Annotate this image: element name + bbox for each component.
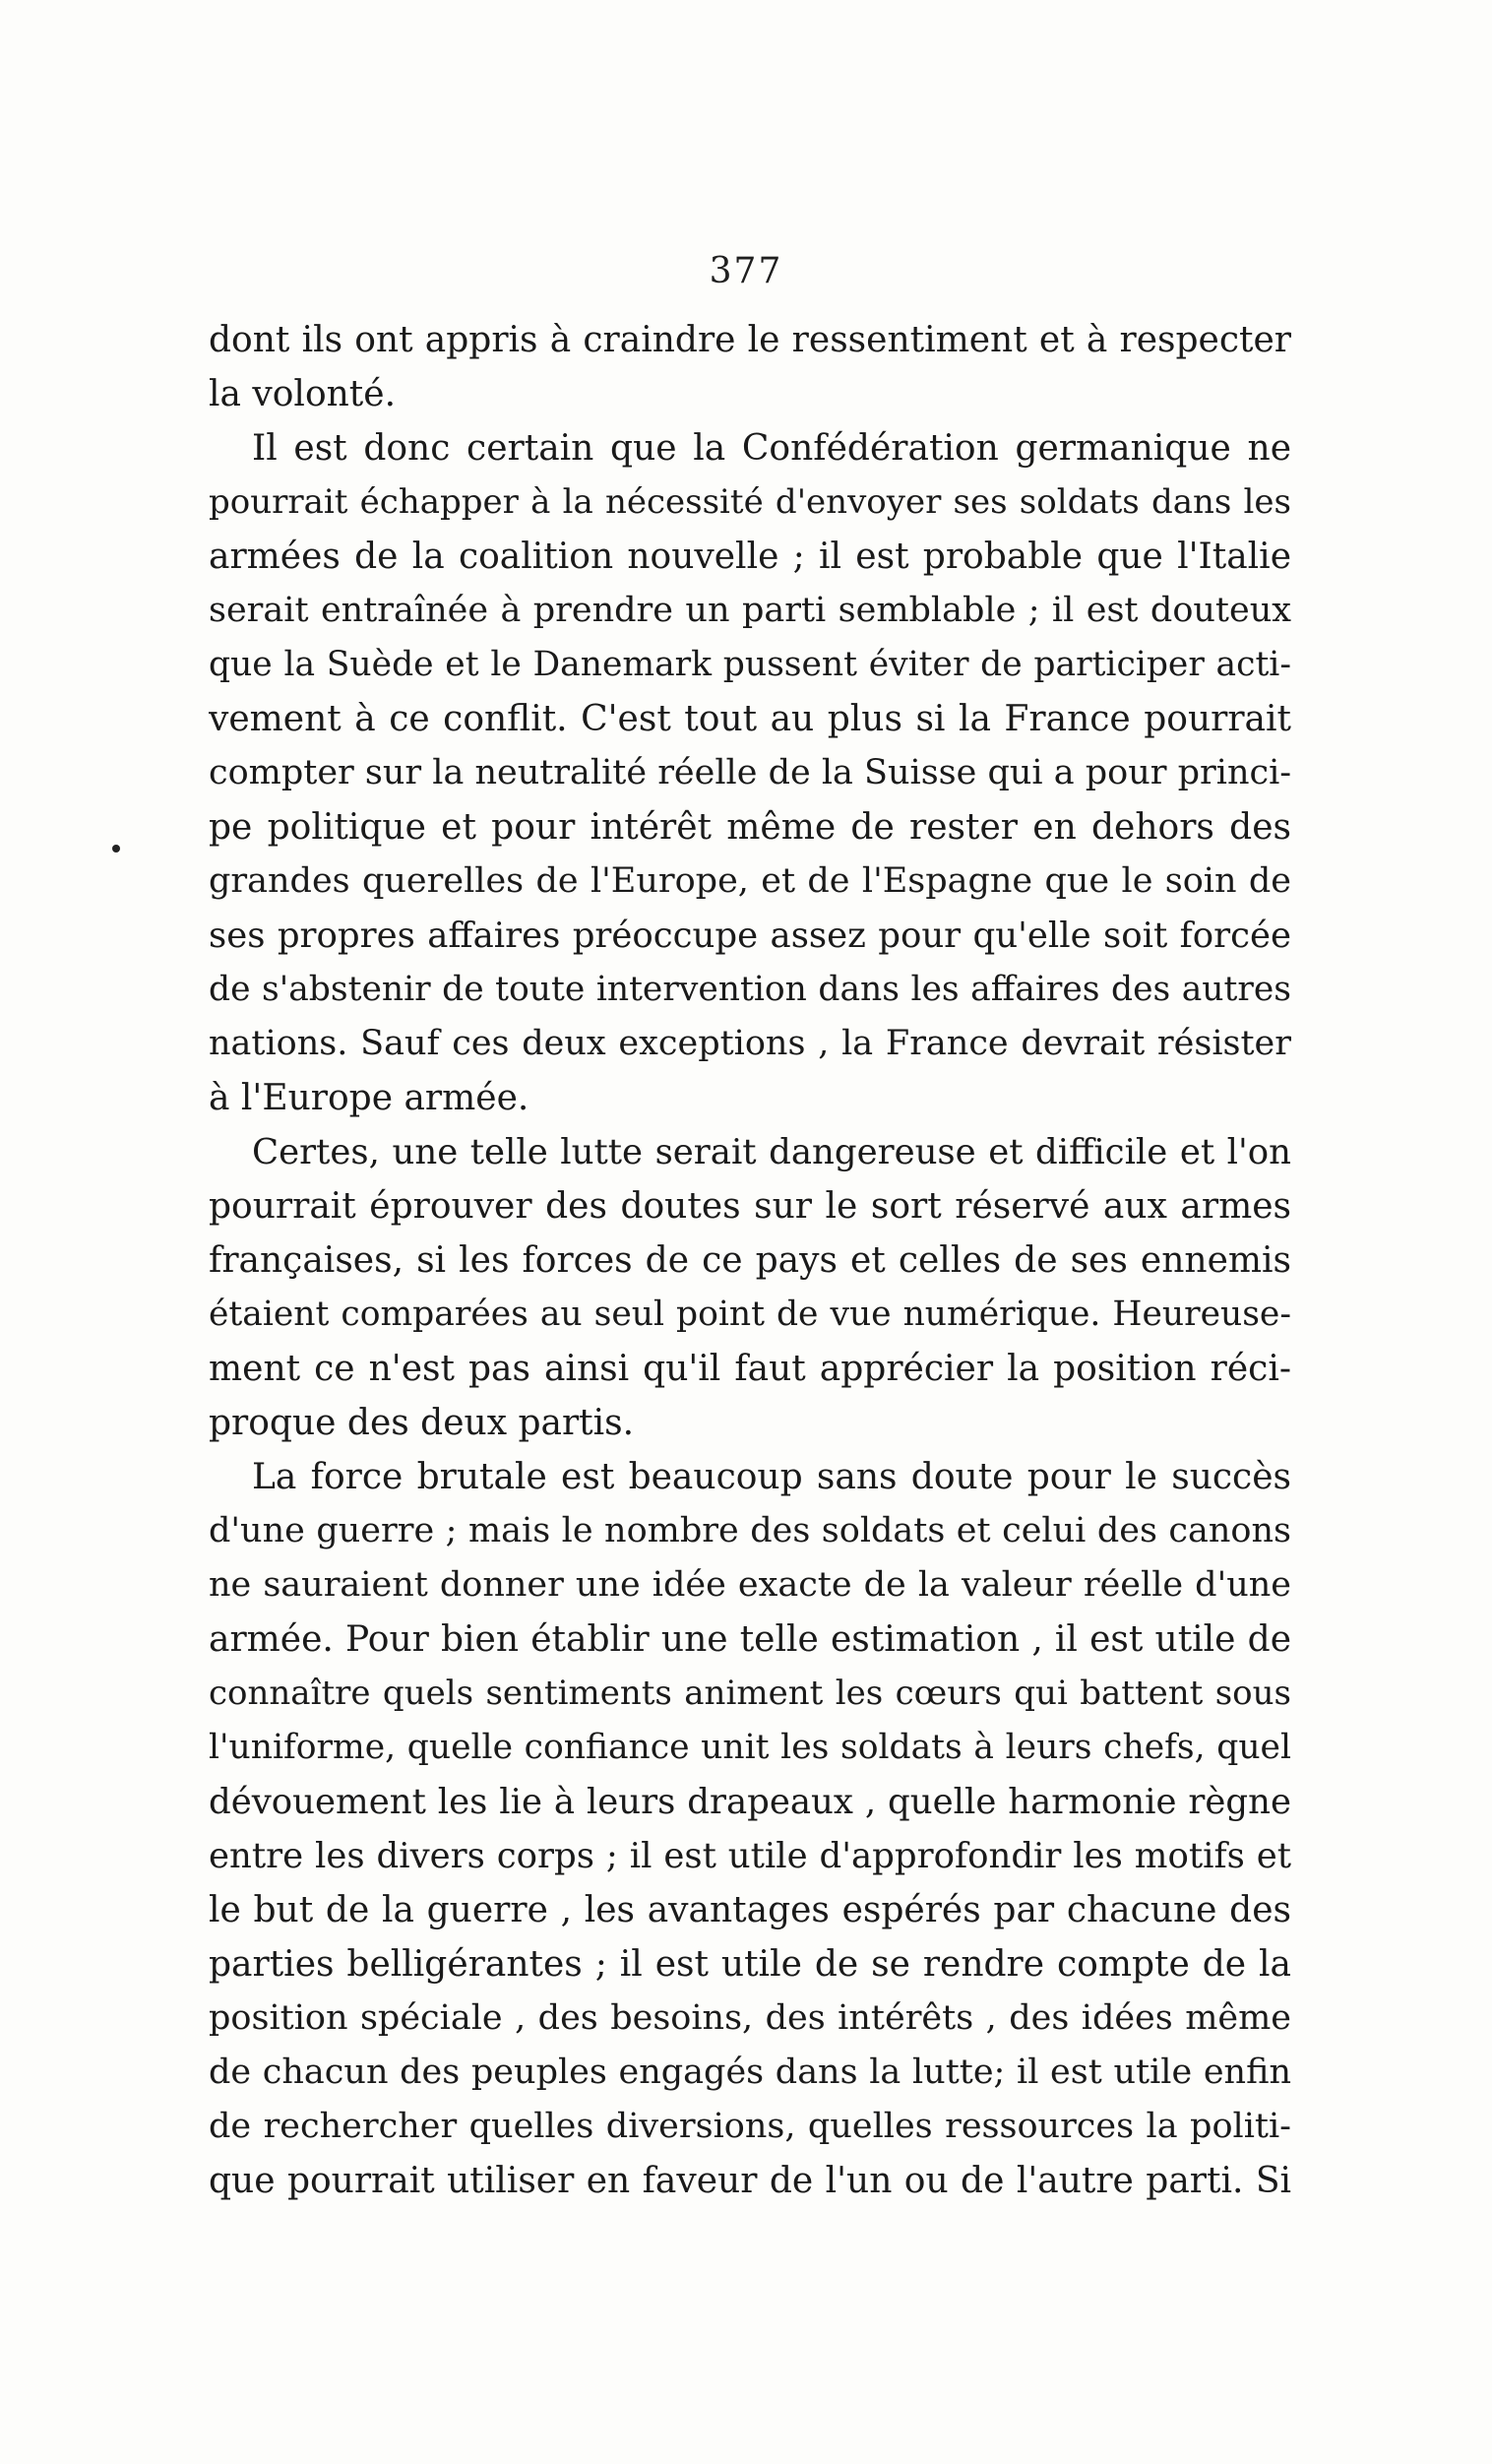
- text-line: que la Suède et le Danemark pussent éviter de participer acti-: [209, 645, 1291, 684]
- text-line: armée. Pour bien établir une telle estimation , il est utile de: [209, 1619, 1291, 1660]
- ink-speck: [112, 845, 120, 853]
- text-line: position spéciale , des besoins, des intérêts , des idées même: [209, 1998, 1291, 2038]
- text-line: pourrait éprouver des doutes sur le sort réservé aux armes: [209, 1186, 1291, 1227]
- text-line: le but de la guerre , les avantages espérés par chacune des: [209, 1890, 1291, 1930]
- text-line: de chacun des peuples engagés dans la lutte; il est utile enfin: [209, 2053, 1291, 2092]
- text-line: compter sur la neutralité réelle de la Suisse qui a pour princi-: [209, 753, 1291, 792]
- text-line: proque des deux partis.: [209, 1403, 635, 1443]
- text-line: parties belligérantes ; il est utile de se rendre compte de la: [209, 1944, 1291, 1985]
- text-line: grandes querelles de l'Europe, et de l'Espagne que le soin de: [209, 861, 1291, 901]
- text-line: serait entraînée à prendre un parti semblable ; il est douteux: [209, 591, 1291, 630]
- text-line: ment ce n'est pas ainsi qu'il faut apprécier la position réci-: [209, 1349, 1291, 1389]
- body-text: [209, 313, 1291, 2208]
- text-line: étaient comparées au seul point de vue numérique. Heureuse-: [209, 1295, 1291, 1334]
- text-line: armées de la coalition nouvelle ; il est probable que l'Italie: [209, 537, 1291, 577]
- text-line: à l'Europe armée.: [209, 1078, 529, 1118]
- text-line: pe politique et pour intérêt même de rester en dehors des: [209, 807, 1291, 848]
- text-line: françaises, si les forces de ce pays et celles de ses ennemis: [209, 1240, 1291, 1281]
- text-line: vement à ce conflit. C'est tout au plus si la France pourrait: [209, 699, 1291, 739]
- text-line: nations. Sauf ces deux exceptions , la France devrait résister: [209, 1024, 1291, 1063]
- text-line: connaître quels sentiments animent les cœurs qui battent sous: [209, 1674, 1291, 1713]
- text-line: la volonté.: [209, 374, 397, 414]
- text-line: de rechercher quelles diversions, quelles ressources la politi-: [209, 2107, 1291, 2146]
- text-line: dont ils ont appris à craindre le ressentiment et à respecter: [209, 320, 1291, 360]
- text-line: ses propres affaires préoccupe assez pour qu'elle soit forcée: [209, 916, 1291, 956]
- page-number: 377: [709, 251, 783, 291]
- text-line: d'une guerre ; mais le nombre des soldats et celui des canons: [209, 1511, 1291, 1550]
- text-line: l'uniforme, quelle confiance unit les soldats à leurs chefs, quel: [209, 1728, 1291, 1767]
- text-line: dévouement les lie à leurs drapeaux , quelle harmonie règne: [209, 1782, 1291, 1822]
- text-line: Il est donc certain que la Confédération germanique ne: [252, 428, 1291, 469]
- text-line: La force brutale est beaucoup sans doute pour le succès: [252, 1457, 1291, 1497]
- text-line: pourrait échapper à la nécessité d'envoyer ses soldats dans les: [209, 482, 1291, 522]
- text-line: entre les divers corps ; il est utile d'approfondir les motifs et: [209, 1836, 1291, 1876]
- text-line: Certes, une telle lutte serait dangereuse et difficile et l'on: [252, 1132, 1291, 1172]
- text-line: de s'abstenir de toute intervention dans les affaires des autres: [209, 970, 1291, 1009]
- text-line: ne sauraient donner une idée exacte de la valeur réelle d'une: [209, 1565, 1291, 1605]
- text-line: que pourrait utiliser en faveur de l'un ou de l'autre parti. Si: [209, 2161, 1291, 2201]
